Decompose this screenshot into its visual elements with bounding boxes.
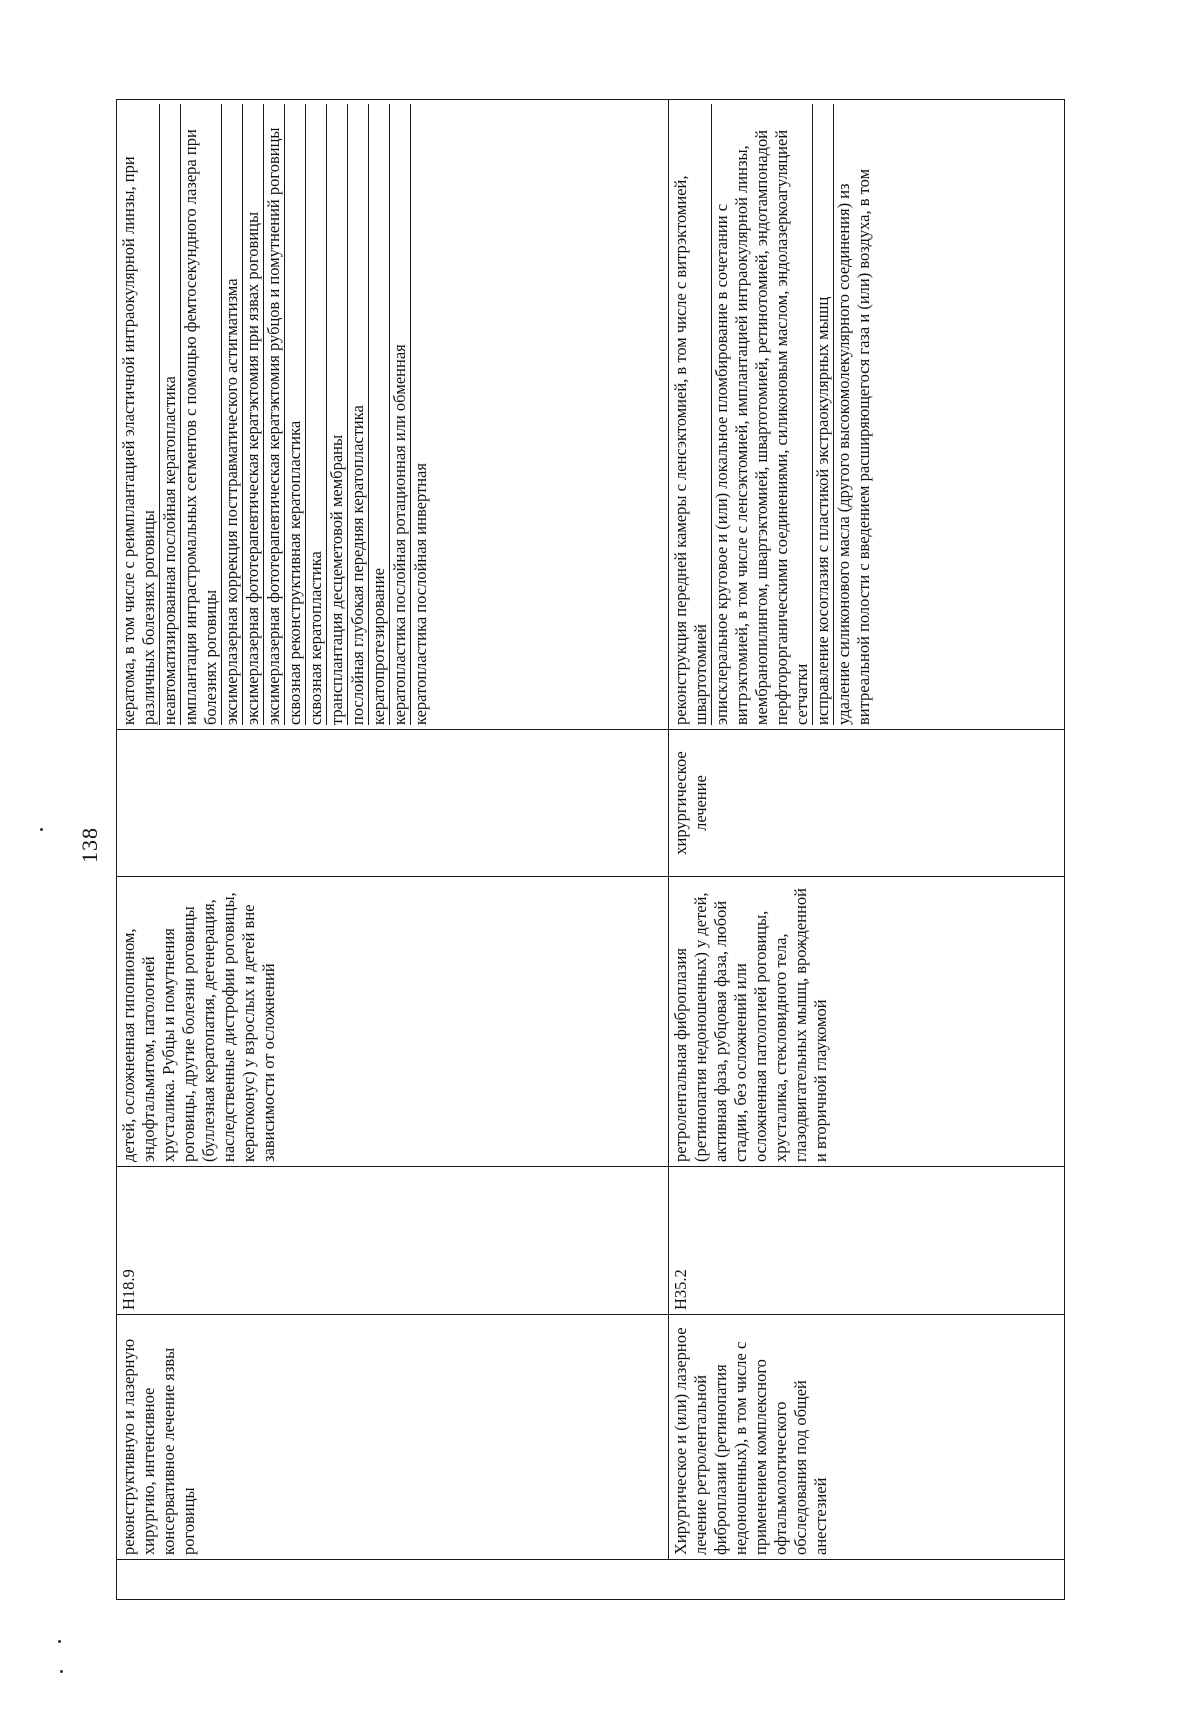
- method-item: удаление силиконового масла (другого высокомолекулярного соединения) из витреальной полости с введением расширяющегося газа и (или) воздуха, в том: [834, 168, 873, 725]
- treatment-type-cell: [669, 730, 1065, 877]
- treatment-type-cell: [117, 730, 669, 877]
- diagnosis-code: H35.2: [671, 1269, 690, 1310]
- scan-speck: [58, 1640, 61, 1643]
- method-item: кератопластика послойная инвертная: [411, 463, 430, 725]
- method-item: эксимерлазерная коррекция посттравматического астигматизма: [222, 104, 243, 725]
- method-item: эксимерлазерная фототерапевтическая кератэктомия при язвах роговицы: [243, 104, 264, 725]
- method-item: сквозная реконструктивная кератопластика: [285, 104, 306, 725]
- table-row: [117, 100, 669, 1600]
- method-item: эписклеральное круговое и (или) локальное пломбирование в сочетании с витрэктомией, в том числе с ленсэктомией, имплантацией интраокулярной линзы, мембранопилингом, швартэктомией, швартотомией, ретинотомией, эндотампонадой перфторорганическими соединениями, силиконовым маслом, эндолазеркоагуляцией сетчатки: [712, 104, 813, 725]
- method-item: кератопротезирование: [369, 104, 390, 725]
- method-item: неавтоматизированная послойная кератопластика: [160, 104, 181, 725]
- patient-model: детей, осложненная гипопионом, эндофтальмитом, патологией хрусталика. Рубцы и помутнения роговицы, другие болезни роговицы (буллезная кератопатия, дегенерация, наследственные дистрофии роговицы, кератоконус) у взрослых и детей вне зависимости от осложнений: [119, 892, 278, 1162]
- treatment-table: [116, 99, 1065, 1600]
- code-cell: [117, 1167, 669, 1315]
- method-item: кератома, в том числе с реимплантацией эластичной интраокулярной линзы, при различных болезнях роговицы: [119, 104, 160, 725]
- treatment-name: реконструктивную и лазерную хирургию, интенсивное консервативное лечение язвы роговицы: [119, 1338, 198, 1555]
- patient-model: ретролентальная фиброплазия (ретинопатия недоношенных) у детей, активная фаза, рубцовая фаза, любой стадии, без осложнений или осложненная патологией роговицы, хрусталика, стекловидного тела, глазодвигательных мышц, врожденной и вторичной глаукомой: [671, 888, 830, 1162]
- treatment-table-wrapper: [116, 100, 1064, 1600]
- method-item: исправление косоглазия с пластикой экстраокулярных мышц: [813, 104, 834, 725]
- methods-cell: [669, 100, 1065, 730]
- method-item: имплантация интрастромальных сегментов с помощью фемтосекундного лазера при болезнях роговицы: [181, 104, 222, 725]
- method-item: послойная глубокая передняя кератопластика: [348, 104, 369, 725]
- method-item: сквозная кератопластика: [306, 104, 327, 725]
- diagnosis-code: H18.9: [119, 1269, 138, 1310]
- code-cell: [669, 1167, 1065, 1315]
- treatment-type: хирургическое лечение: [671, 751, 710, 855]
- patient-model-cell: [669, 877, 1065, 1167]
- scan-speck: [60, 1670, 63, 1673]
- patient-model-cell: [117, 877, 669, 1167]
- page-number: 138: [77, 827, 102, 863]
- row-number-cell: [117, 1560, 1065, 1600]
- method-item: реконструкция передней камеры с ленсэктомией, в том числе с витрэктомией, швартотомией: [671, 104, 712, 725]
- table-row: [669, 100, 1065, 1600]
- methods-cell: [117, 100, 669, 730]
- name-cell: [669, 1315, 1065, 1560]
- scan-speck: [40, 828, 43, 831]
- method-item: кератопластика послойная ротационная или обменная: [390, 104, 411, 725]
- name-cell: [117, 1315, 669, 1560]
- method-item: эксимерлазерная фототерапевтическая кератэктомия рубцов и помутнений роговицы: [264, 104, 285, 725]
- treatment-name: Хирургическое и (или) лазерное лечение ретролентальной фиброплазии (ретинопатия недоношенных), в том числе с применением комплексного офтальмологического обследования под общей анестезией: [671, 1327, 830, 1555]
- method-item: трансплантация десцеметовой мембраны: [327, 104, 348, 725]
